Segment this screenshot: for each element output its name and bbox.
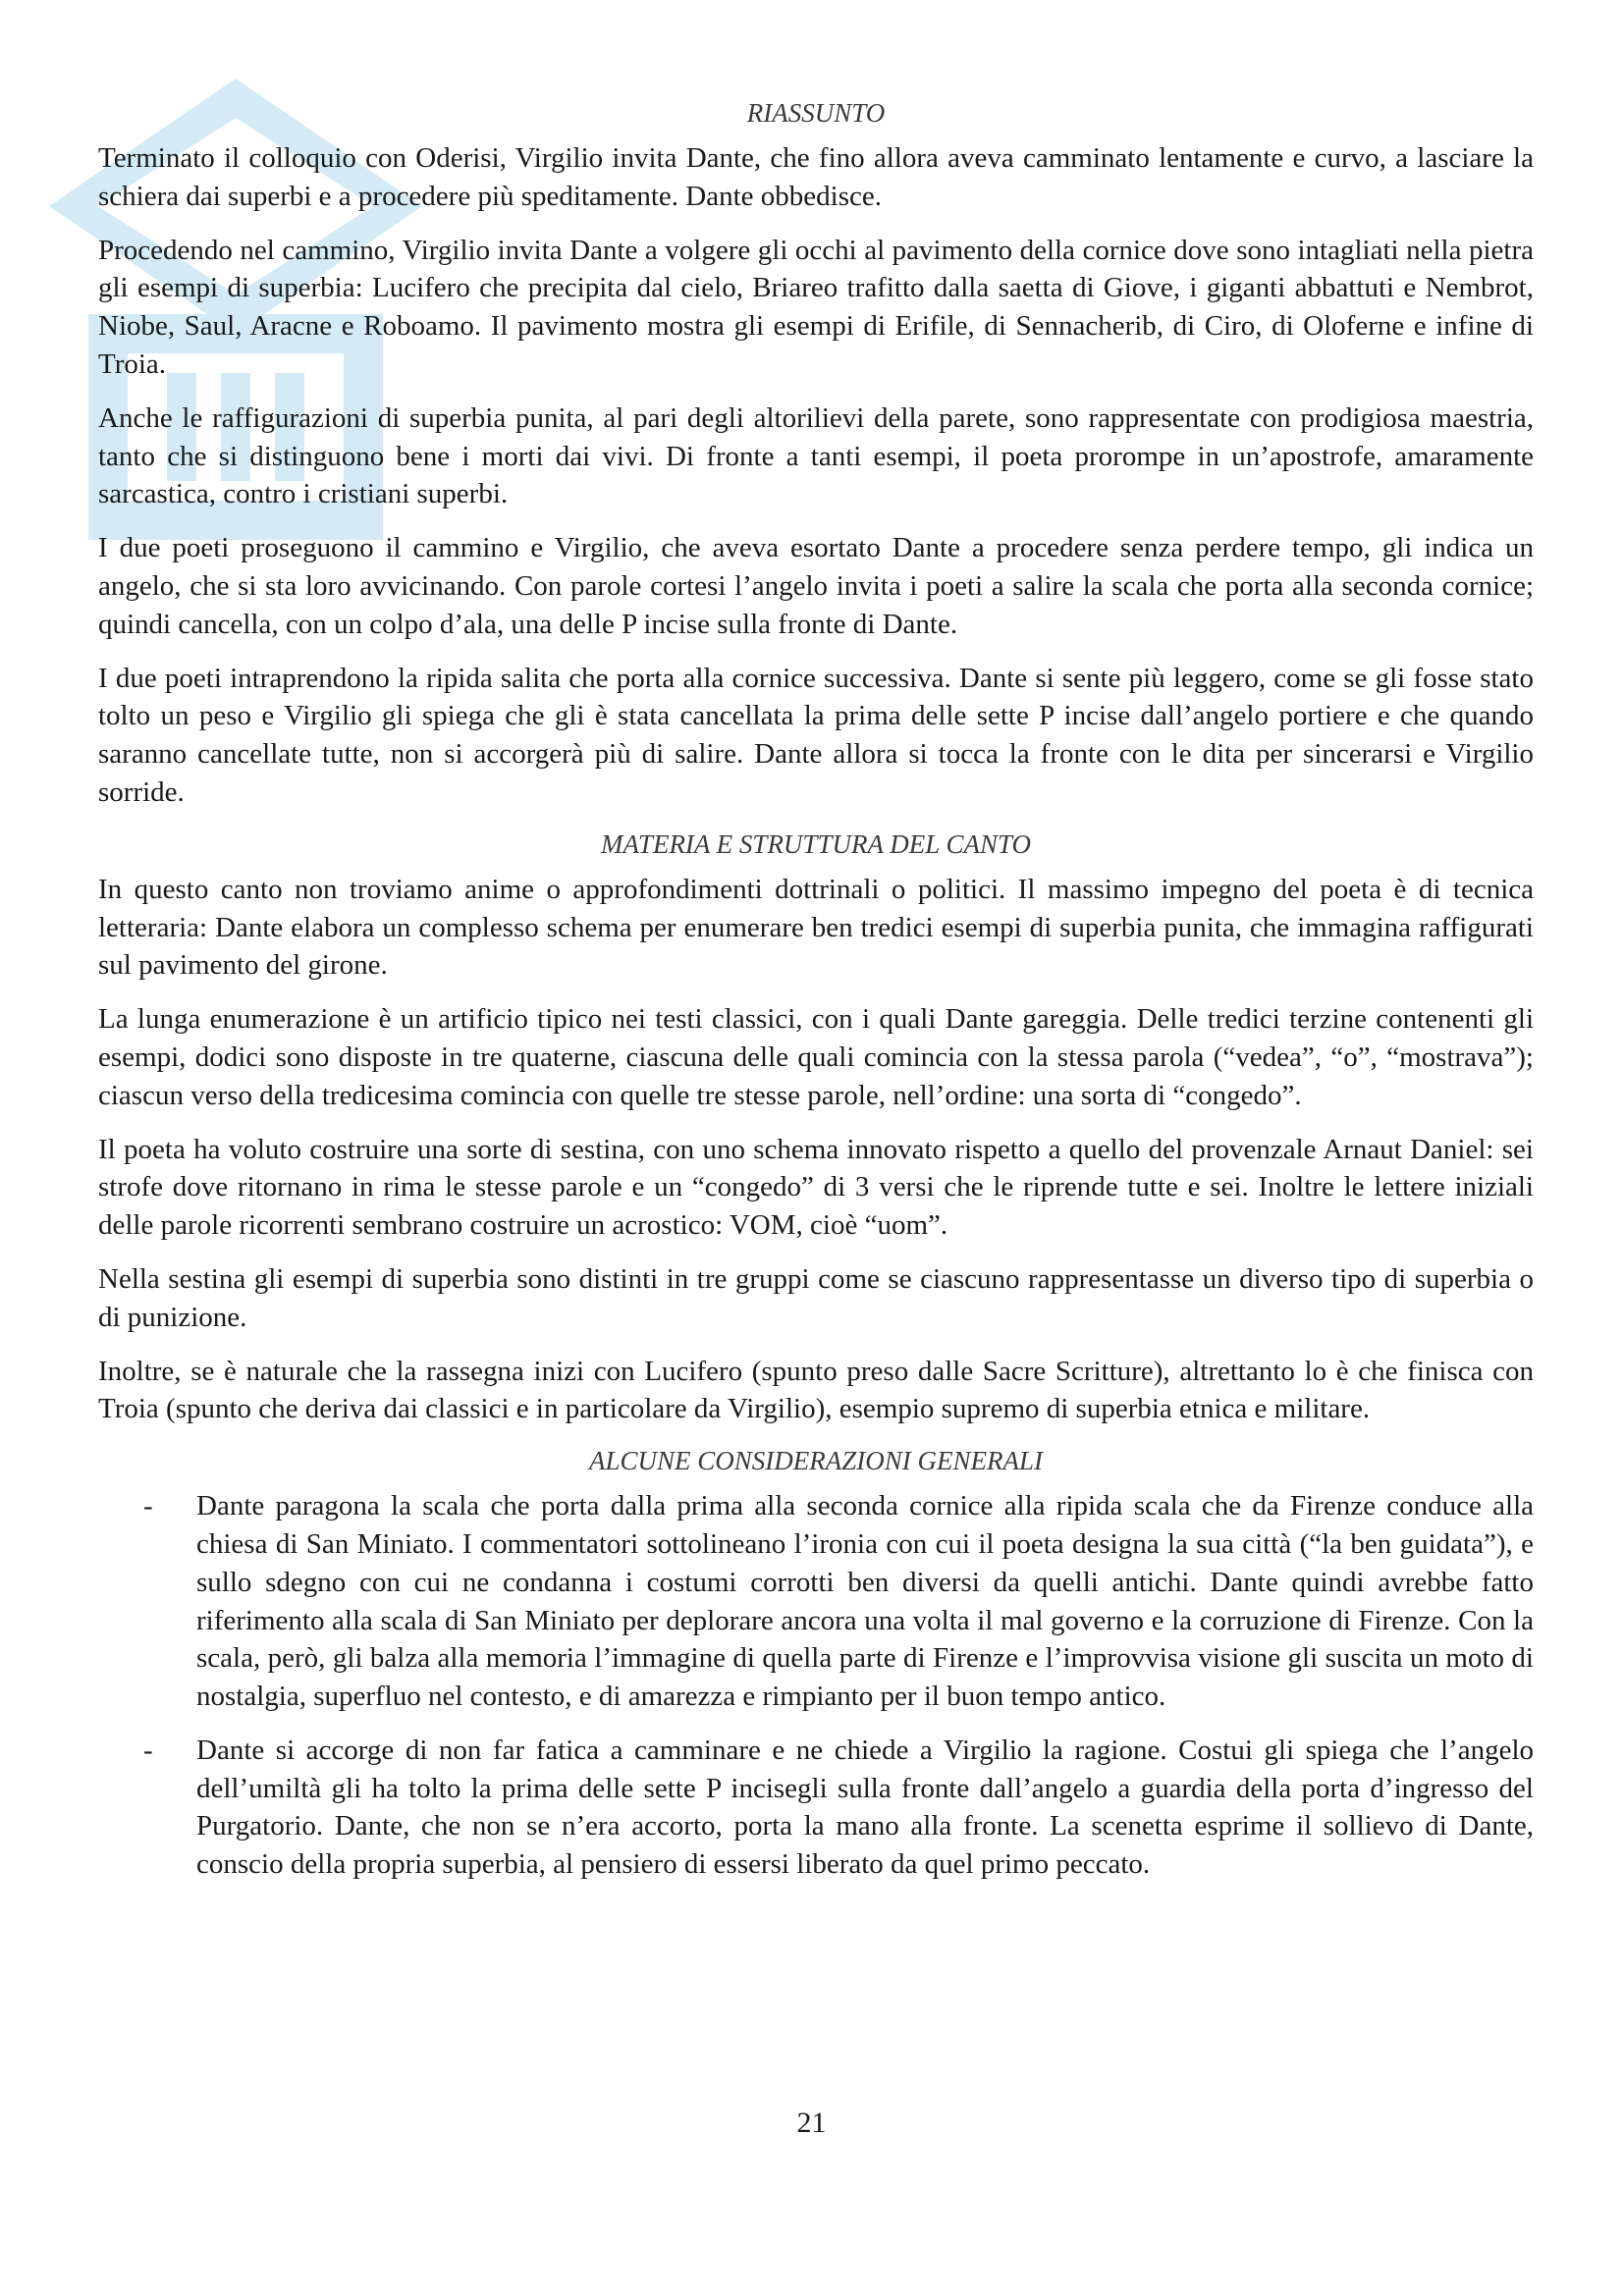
list-item bbox=[98, 1732, 1534, 1884]
section-heading: ALCUNE CONSIDERAZIONI GENERALI bbox=[589, 1446, 1043, 1476]
page-number: 21 bbox=[796, 2107, 827, 2139]
bullet-list bbox=[98, 1487, 1534, 1884]
section-riassunto bbox=[98, 96, 1534, 812]
paragraph: Il poeta ha voluto costruire una sorte di sestina, con uno schema innovato rispetto a quello del provenzale Arnaut Daniel: sei strofe dove ritornano in rima le stesse parole e un “congedo” di 3 versi che le riprende tutte e sei. Inoltre le lettere iniziali delle parole ricorrenti sembrano costruire un acrostico: VOM, cioè “uom”. bbox=[98, 1133, 1534, 1242]
list-item-text: Dante si accorge di non far fatica a camminare e ne chiede a Virgilio la ragione. Costui gli spiega che l’angelo dell’umiltà gli ha tolto la prima delle sette P incisegli sulla fronte dall’angelo a guardia della porta d’ingresso del Purgatorio. Dante, che non se n’era accorto, porta la mano alla fronte. La scenetta esprime il sollievo di Dante, conscio della propria superbia, al pensiero di essersi liberato da quel primo peccato. bbox=[196, 1734, 1534, 1881]
section-heading: MATERIA E STRUTTURA DEL CANTO bbox=[600, 828, 1032, 859]
paragraph: La lunga enumerazione è un artificio tipico nei testi classici, con i quali Dante gareggia. Delle tredici terzine contenenti gli esempi, dodici sono disposte in tre quaterne, ciascuna delle quali comincia con la stessa parola (“vedea”, “o”, “mostrava”); ciascun verso della tredicesima comincia con quelle tre stesse parole, nell’ordine: una sorta di “congedo”. bbox=[98, 1003, 1534, 1111]
paragraph: I due poeti intraprendono la ripida salita che porta alla cornice successiva. Dante si sente più leggero, come se gli fosse stato tolto un peso e Virgilio gli spiega che gli è stata cancellata la prima delle sette P incise dall’angelo portiere e che quando saranno cancellate tutte, non si accorgerà più di salire. Dante allora si tocca la fronte con le dita per sincerarsi e Virgilio sorride. bbox=[98, 662, 1534, 808]
section-heading: RIASSUNTO bbox=[746, 98, 886, 128]
bullet-marker: - bbox=[143, 1734, 153, 1766]
paragraph: Procedendo nel cammino, Virgilio invita Dante a volgere gli occhi al pavimento della cornice dove sono intagliati nella pietra gli esempi di superbia: Lucifero che precipita dal cielo, Briareo trafitto dalla saetta di Giove, i giganti abbattuti e Nembrot, Niobe, Saul, Aracne e Roboamo. Il pavimento mostra gli esempi di Erifile, di Sennacherib, di Ciro, di Oloferne e infine di Troia. bbox=[98, 234, 1534, 380]
paragraph: I due poeti proseguono il cammino e Virgilio, che aveva esortato Dante a procedere senza perdere tempo, gli indica un angelo, che si sta loro avvicinando. Con parole cortesi l’angelo invita i poeti a salire la scala che porta alla seconda cornice; quindi cancella, con un colpo d’ala, una delle P incise sulla fronte di Dante. bbox=[98, 532, 1534, 640]
list-item bbox=[98, 1487, 1534, 1716]
paragraph: In questo canto non troviamo anime o approfondimenti dottrinali o politici. Il massimo impegno del poeta è di tecnica letteraria: Dante elabora un complesso schema per enumerare ben tredici esempi di superbia punita, che immagina raffigurati sul pavimento del girone. bbox=[98, 873, 1534, 982]
paragraph: Terminato il colloquio con Oderisi, Virgilio invita Dante, che fino allora aveva camminato lentamente e curvo, a lasciare la schiera dai superbi e a procedere più speditamente. Dante obbedisce. bbox=[98, 142, 1534, 212]
paragraph: Inoltre, se è naturale che la rassegna inizi con Lucifero (spunto preso dalle Sacre Scritture), altrettanto lo è che finisca con Troia (spunto che deriva dai classici e in particolare da Virgilio), esempio supremo di superbia etnica e militare. bbox=[98, 1355, 1534, 1425]
paragraph: Anche le raffigurazioni di superbia punita, al pari degli altorilievi della parete, sono rappresentate con prodigiosa maestria, tanto che si distinguono bene i morti dai vivi. Di fronte a tanti esempi, il poeta prorompe in un’apostrofe, amaramente sarcastica, contro i cristiani superbi. bbox=[98, 401, 1534, 510]
section-considerazioni-generali bbox=[98, 1444, 1534, 1884]
paragraph: Nella sestina gli esempi di superbia sono distinti in tre gruppi come se ciascuno rappresentasse un diverso tipo di superbia o di punizione. bbox=[98, 1262, 1534, 1333]
document-page bbox=[98, 96, 1534, 1899]
section-materia-e-struttura bbox=[98, 828, 1534, 1428]
list-item-text: Dante paragona la scala che porta dalla prima alla seconda cornice alla ripida scala che da Firenze conduce alla chiesa di San Miniato. I commentatori sottolineano l’ironia con cui il poeta designa la sua città (“la ben guidata”), e sullo sdegno con cui ne condanna i costumi corrotti ben diversi da quelli antichi. Dante quindi avrebbe fatto riferimento alla scala di San Miniato per deplorare ancora una volta il mal governo e la corruzione di Firenze. Con la scala, però, gli balza alla memoria l’immagine di quella parte di Firenze e l’improvvisa visione gli suscita un moto di nostalgia, superfluo nel contesto, e di amarezza e rimpianto per il buon tempo antico. bbox=[196, 1490, 1534, 1713]
bullet-marker: - bbox=[143, 1490, 153, 1522]
